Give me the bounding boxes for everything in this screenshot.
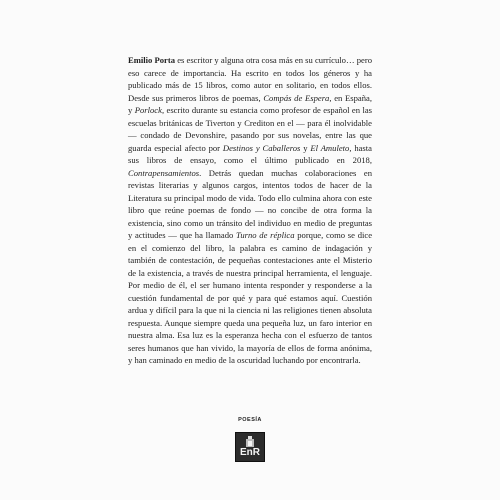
book-title-el-amuleto: El Amuleto [310,142,350,153]
bio-text-4: y [300,142,311,153]
bio-text-5: , hasta sus libros de ensayo, como el último publicado en 2018, [128,142,372,165]
bio-text-2: , en España, y [128,92,372,115]
collection-label: POESÍA [238,417,262,423]
publisher-logo-text: EnR [240,447,260,458]
author-biography [128,54,372,367]
bio-text-6: . Detrás quedan muchas colaboraciones en revistas literarias y algunos cargos, intentos todos de hacer de la Literatura su principal modo de vida. Todo ello culmina ahora con este libro que reúne poemas de fondo — no concibe de otra forma la existencia, sino como un tránsito del individuo en medio de preguntas y actitudes — que ha llamado [128,167,372,240]
publisher-logo [235,432,265,462]
book-title-destinos-y-caballeros: Destinos y Caballeros [222,142,301,153]
author-name: Emilio Porta [128,55,176,65]
book-title-porlock: Porlock [134,105,162,115]
bio-text-7: porque, como se dice en el comienzo del libro, la palabra es camino de indagación y también de contestación, de pequeñas contestaciones ante el Misterio de la existencia, a través de nuestra principal herramienta, el lenguaje. Por medio de él, el ser humano intenta responder y responderse a la cuestión fundamental de por qué y para qué estamos aquí. Cuestión ardua y difícil para la que ni la ciencia ni las religiones tienen absoluta respuesta. Aunque siempre queda una pequeña luz, un faro interior en nuestra alma. Esa luz es la esperanza hecha con el esfuerzo de tantos seres humanos que han vivido, la mayoría de ellos de forma anónima, y han caminado en medio de la oscuridad luchando por encontrarla. [128,230,373,365]
book-title-contrapensamientos: Contrapensamientos [128,167,200,178]
book-title-turno-de-replica: Turno de réplica [236,230,295,240]
bio-text-1: es escritor y alguna otra cosa más en su currículo… pero eso carece de importancia. Ha escrito en todos los géneros y ha publicado más de 15 libros, como autor en solitario, en todos ellos. Desde sus primeros libros de poemas, [128,55,372,103]
book-title-compas-de-espera: Compás de Espera [263,92,330,103]
bio-text-3: , escrito durante su estancia como profesor de español en las escuelas británicas de Tiverton y Crediton en el — para él inolvidable — condado de Devonshire, pasando por sus novelas, entre las que guarda especial afecto por [128,105,372,153]
